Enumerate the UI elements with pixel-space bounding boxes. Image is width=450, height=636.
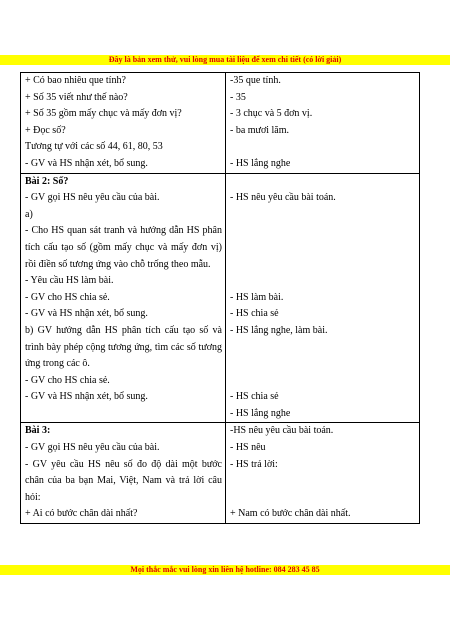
teacher-activity-cell — [21, 173, 226, 423]
spacer — [230, 257, 416, 274]
teacher-line: - GV cho HS chia sẻ. — [25, 291, 110, 303]
student-line: - HS chia sẻ — [230, 308, 279, 320]
student-line: - ba mươi lăm. — [230, 124, 290, 136]
student-line: - HS lắng nghe — [230, 157, 291, 169]
teacher-line: - GV và HS nhận xét, bổ sung. — [25, 157, 148, 169]
teacher-line: - GV cho HS chia sẻ. — [25, 374, 110, 386]
teacher-line: Tương tự với các số 44, 61, 80, 53 — [25, 141, 163, 153]
teacher-line: - GV và HS nhận xét, bổ sung. — [25, 308, 148, 320]
student-line: - HS chia sẻ — [230, 391, 279, 403]
table-row — [21, 173, 420, 423]
preview-notice-banner — [0, 55, 450, 65]
student-line: -HS nêu yêu cầu bài toán. — [230, 425, 334, 437]
student-line: - HS nêu — [230, 442, 266, 454]
teacher-paragraph: b) GV hướng dẫn HS phân tích cấu tạo số và trình bày phép cộng tương ứng, tìm các số tương ứng trong các ô. — [25, 324, 222, 370]
student-line: -35 que tính. — [230, 75, 281, 86]
teacher-line: + Đọc số? — [25, 124, 66, 136]
spacer — [230, 473, 416, 490]
teacher-line: + Số 35 gồm mấy chục và mấy đơn vị? — [25, 108, 182, 120]
student-line: + Nam có bước chân dài nhất. — [230, 508, 351, 520]
teacher-line: + Số 35 viết như thế nào? — [25, 91, 128, 103]
teacher-line: - Yêu cầu HS làm bài. — [25, 275, 114, 287]
teacher-line: - GV và HS nhận xét, bổ sung. — [25, 391, 148, 403]
teacher-activity-cell — [21, 73, 226, 174]
teacher-line: - GV gọi HS nêu yêu cầu của bài. — [25, 192, 160, 204]
student-activity-cell — [226, 423, 420, 524]
spacer — [230, 356, 416, 373]
teacher-paragraph: - Cho HS quan sát tranh và hướng dẫn HS phân tích cấu tạo số (gồm mấy chục và mấy đơn vị) rồi điền số tương ứng vào chỗ trống theo mẫu. — [25, 225, 222, 270]
student-line: - 3 chục và 5 đơn vị. — [230, 108, 313, 120]
spacer — [230, 223, 416, 240]
spacer — [230, 340, 416, 357]
hotline-banner — [0, 565, 450, 575]
student-activity-cell — [226, 173, 420, 423]
table-row — [21, 423, 420, 524]
teacher-line: - GV gọi HS nêu yêu cầu của bài. — [25, 442, 160, 454]
teacher-line: a) — [25, 208, 33, 220]
exercise-heading: Bài 3: — [25, 425, 51, 437]
student-line: - HS nêu yêu cầu bài toán. — [230, 192, 336, 204]
spacer — [230, 490, 416, 507]
teacher-line: + Ai có bước chân dài nhất? — [25, 508, 138, 520]
exercise-heading: Bài 2: Số? — [25, 175, 69, 187]
student-line: - HS lắng nghe — [230, 407, 291, 419]
student-line: - HS trả lời: — [230, 458, 278, 470]
spacer — [230, 240, 416, 257]
spacer — [230, 174, 416, 191]
teacher-line: + Có bao nhiêu que tính? — [25, 75, 126, 86]
lesson-plan-table — [20, 72, 420, 524]
teacher-activity-cell — [21, 423, 226, 524]
student-line: - HS làm bài. — [230, 291, 284, 303]
student-line: - HS lắng nghe, làm bài. — [230, 324, 328, 336]
spacer — [230, 373, 416, 390]
spacer — [230, 139, 416, 156]
student-activity-cell — [226, 73, 420, 174]
teacher-paragraph: - GV yêu cầu HS nêu số đo độ dài một bước chân của ba bạn Mai, Việt, Nam và trả lời câu hỏi: — [25, 458, 222, 503]
spacer — [230, 207, 416, 224]
hotline-text: Mọi thắc mắc vui lòng xin liên hệ hotline: 084 283 45 85 — [130, 565, 320, 574]
preview-notice-text: Đây là bản xem thử, vui lòng mua tài liệu để xem chi tiết (có lời giải) — [108, 55, 342, 64]
spacer — [230, 273, 416, 290]
table-row — [21, 73, 420, 174]
student-line: - 35 — [230, 91, 246, 103]
